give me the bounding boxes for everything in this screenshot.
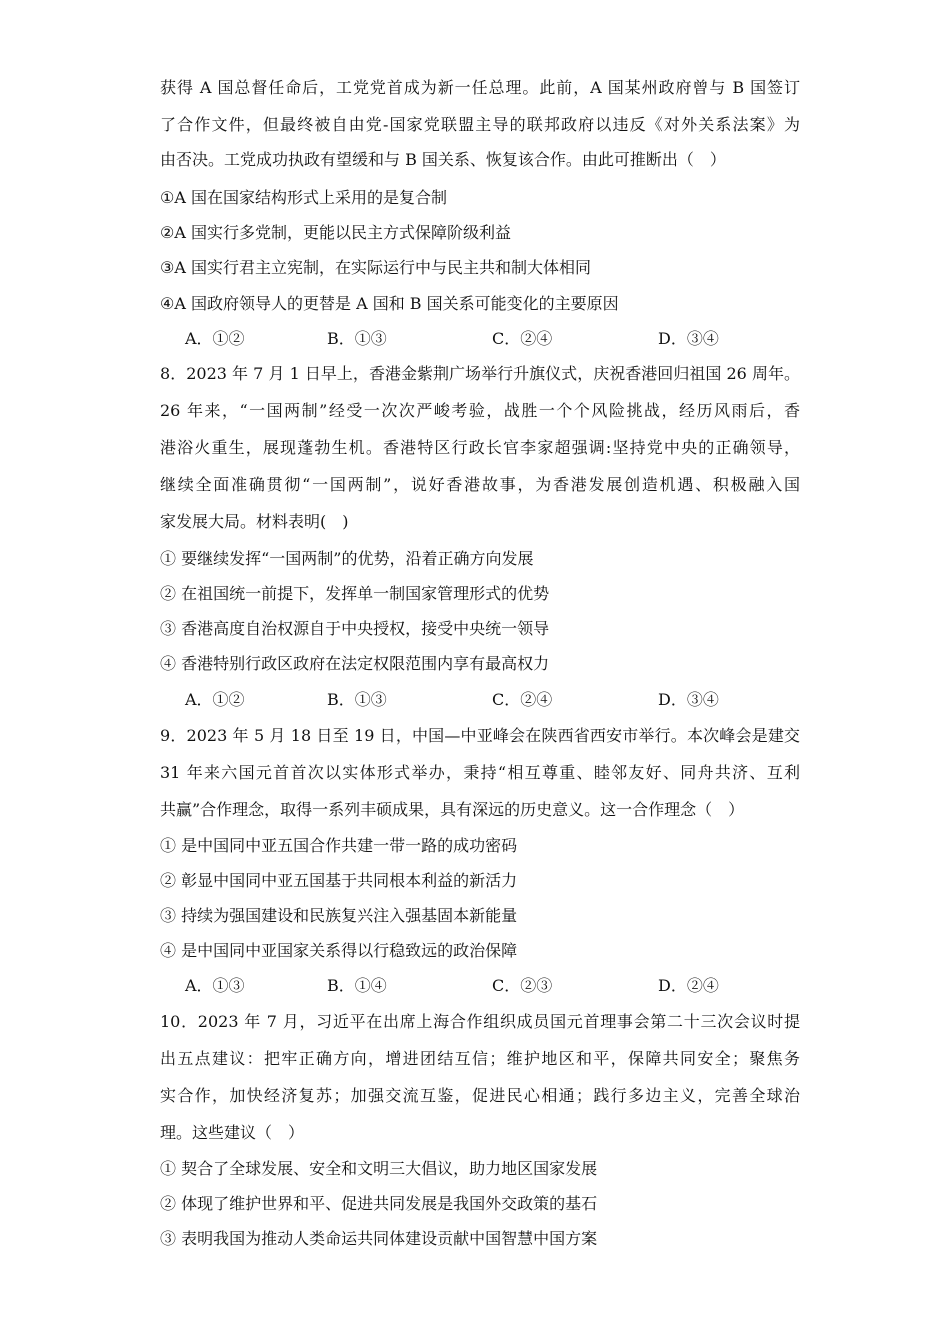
question-7-option-a: A．①② [185, 329, 245, 348]
question-9-statement-1: ① 是中国同中亚五国合作共建一带一路的成功密码 [160, 836, 518, 855]
question-10-stem-line: 实合作，加快经济复苏；加强交流互鉴，促进民心相通；践行多边主义，完善全球治 [160, 1086, 800, 1105]
question-9-option-a: A．①③ [185, 976, 245, 995]
question-7-option-c: C．②④ [492, 329, 553, 348]
question-8-stem-line: 港浴火重生，展现蓬勃生机。香港特区行政长官李家超强调:坚持党中央的正确领导， [160, 438, 800, 457]
question-7-stem-line: 由否决。工党成功执政有望缓和与 B 国关系、恢复该合作。由此可推断出（ ） [160, 150, 726, 169]
question-8-option-b: B．①③ [327, 690, 387, 709]
question-10-statement-3: ③ 表明我国为推动人类命运共同体建设贡献中国智慧中国方案 [160, 1229, 598, 1248]
question-9-option-d: D．②④ [658, 976, 719, 995]
question-9-statement-2: ② 彰显中国同中亚五国基于共同根本利益的新活力 [160, 871, 518, 890]
question-9-option-c: C．②③ [492, 976, 553, 995]
question-7-option-d: D．③④ [658, 329, 719, 348]
question-9-statement-4: ④ 是中国同中亚国家关系得以行稳致远的政治保障 [160, 941, 518, 960]
question-7-statement-1: ①A 国在国家结构形式上采用的是复合制 [160, 188, 447, 207]
question-7-option-b: B．①③ [327, 329, 387, 348]
question-7-statement-3: ③A 国实行君主立宪制，在实际运行中与民主共和制大体相同 [160, 258, 591, 277]
question-8-option-a: A．①② [185, 690, 245, 709]
question-9-stem-line: 共赢”合作理念，取得一系列丰硕成果，具有深远的历史意义。这一合作理念（ ） [160, 800, 745, 819]
question-9-statement-3: ③ 持续为强国建设和民族复兴注入强基固本新能量 [160, 906, 518, 925]
question-8-stem-line: 8．2023 年 7 月 1 日早上，香港金紫荆广场举行升旗仪式，庆祝香港回归祖国 26 周年。 [160, 364, 800, 383]
question-8-statement-1: ① 要继续发挥“一国两制”的优势，沿着正确方向发展 [160, 549, 534, 568]
question-8-statement-3: ③ 香港高度自治权源自于中央授权，接受中央统一领导 [160, 619, 550, 638]
question-8-stem-line: 26 年来，“一国两制”经受一次次严峻考验，战胜一个个风险挑战，经历风雨后，香 [160, 401, 800, 420]
question-10-stem-line: 出五点建议：把牢正确方向，增进团结互信；维护地区和平，保障共同安全；聚焦务 [160, 1049, 800, 1068]
question-7-statement-4: ④A 国政府领导人的更替是 A 国和 B 国关系可能变化的主要原因 [160, 294, 619, 313]
question-8-stem-line: 家发展大局。材料表明( ) [160, 512, 349, 531]
question-9-option-b: B．①④ [327, 976, 387, 995]
question-8-statement-2: ② 在祖国统一前提下，发挥单一制国家管理形式的优势 [160, 584, 550, 603]
question-7-stem-line: 获得 A 国总督任命后，工党党首成为新一任总理。此前，A 国某州政府曾与 B 国签订 [160, 78, 800, 97]
question-8-statement-4: ④ 香港特别行政区政府在法定权限范围内享有最高权力 [160, 654, 550, 673]
question-9-stem-line: 9．2023 年 5 月 18 日至 19 日，中国—中亚峰会在陕西省西安市举行。本次峰会是建交 [160, 726, 800, 745]
question-7-statement-2: ②A 国实行多党制，更能以民主方式保障阶级利益 [160, 223, 511, 242]
question-7-stem-line: 了合作文件，但最终被自由党-国家党联盟主导的联邦政府以违反《对外关系法案》为 [160, 115, 800, 134]
question-8-option-d: D．③④ [658, 690, 719, 709]
question-8-stem-line: 继续全面准确贯彻“一国两制”，说好香港故事，为香港发展创造机遇、积极融入国 [160, 475, 800, 494]
question-10-stem-line: 理。这些建议（ ） [160, 1123, 305, 1142]
question-10-statement-1: ① 契合了全球发展、安全和文明三大倡议，助力地区国家发展 [160, 1159, 598, 1178]
question-10-stem-line: 10．2023 年 7 月，习近平在出席上海合作组织成员国元首理事会第二十三次会议时提 [160, 1012, 800, 1031]
question-9-stem-line: 31 年来六国元首首次以实体形式举办，秉持“相互尊重、睦邻友好、同舟共济、互利 [160, 763, 800, 782]
question-8-option-c: C．②④ [492, 690, 553, 709]
question-10-statement-2: ② 体现了维护世界和平、促进共同发展是我国外交政策的基石 [160, 1194, 598, 1213]
